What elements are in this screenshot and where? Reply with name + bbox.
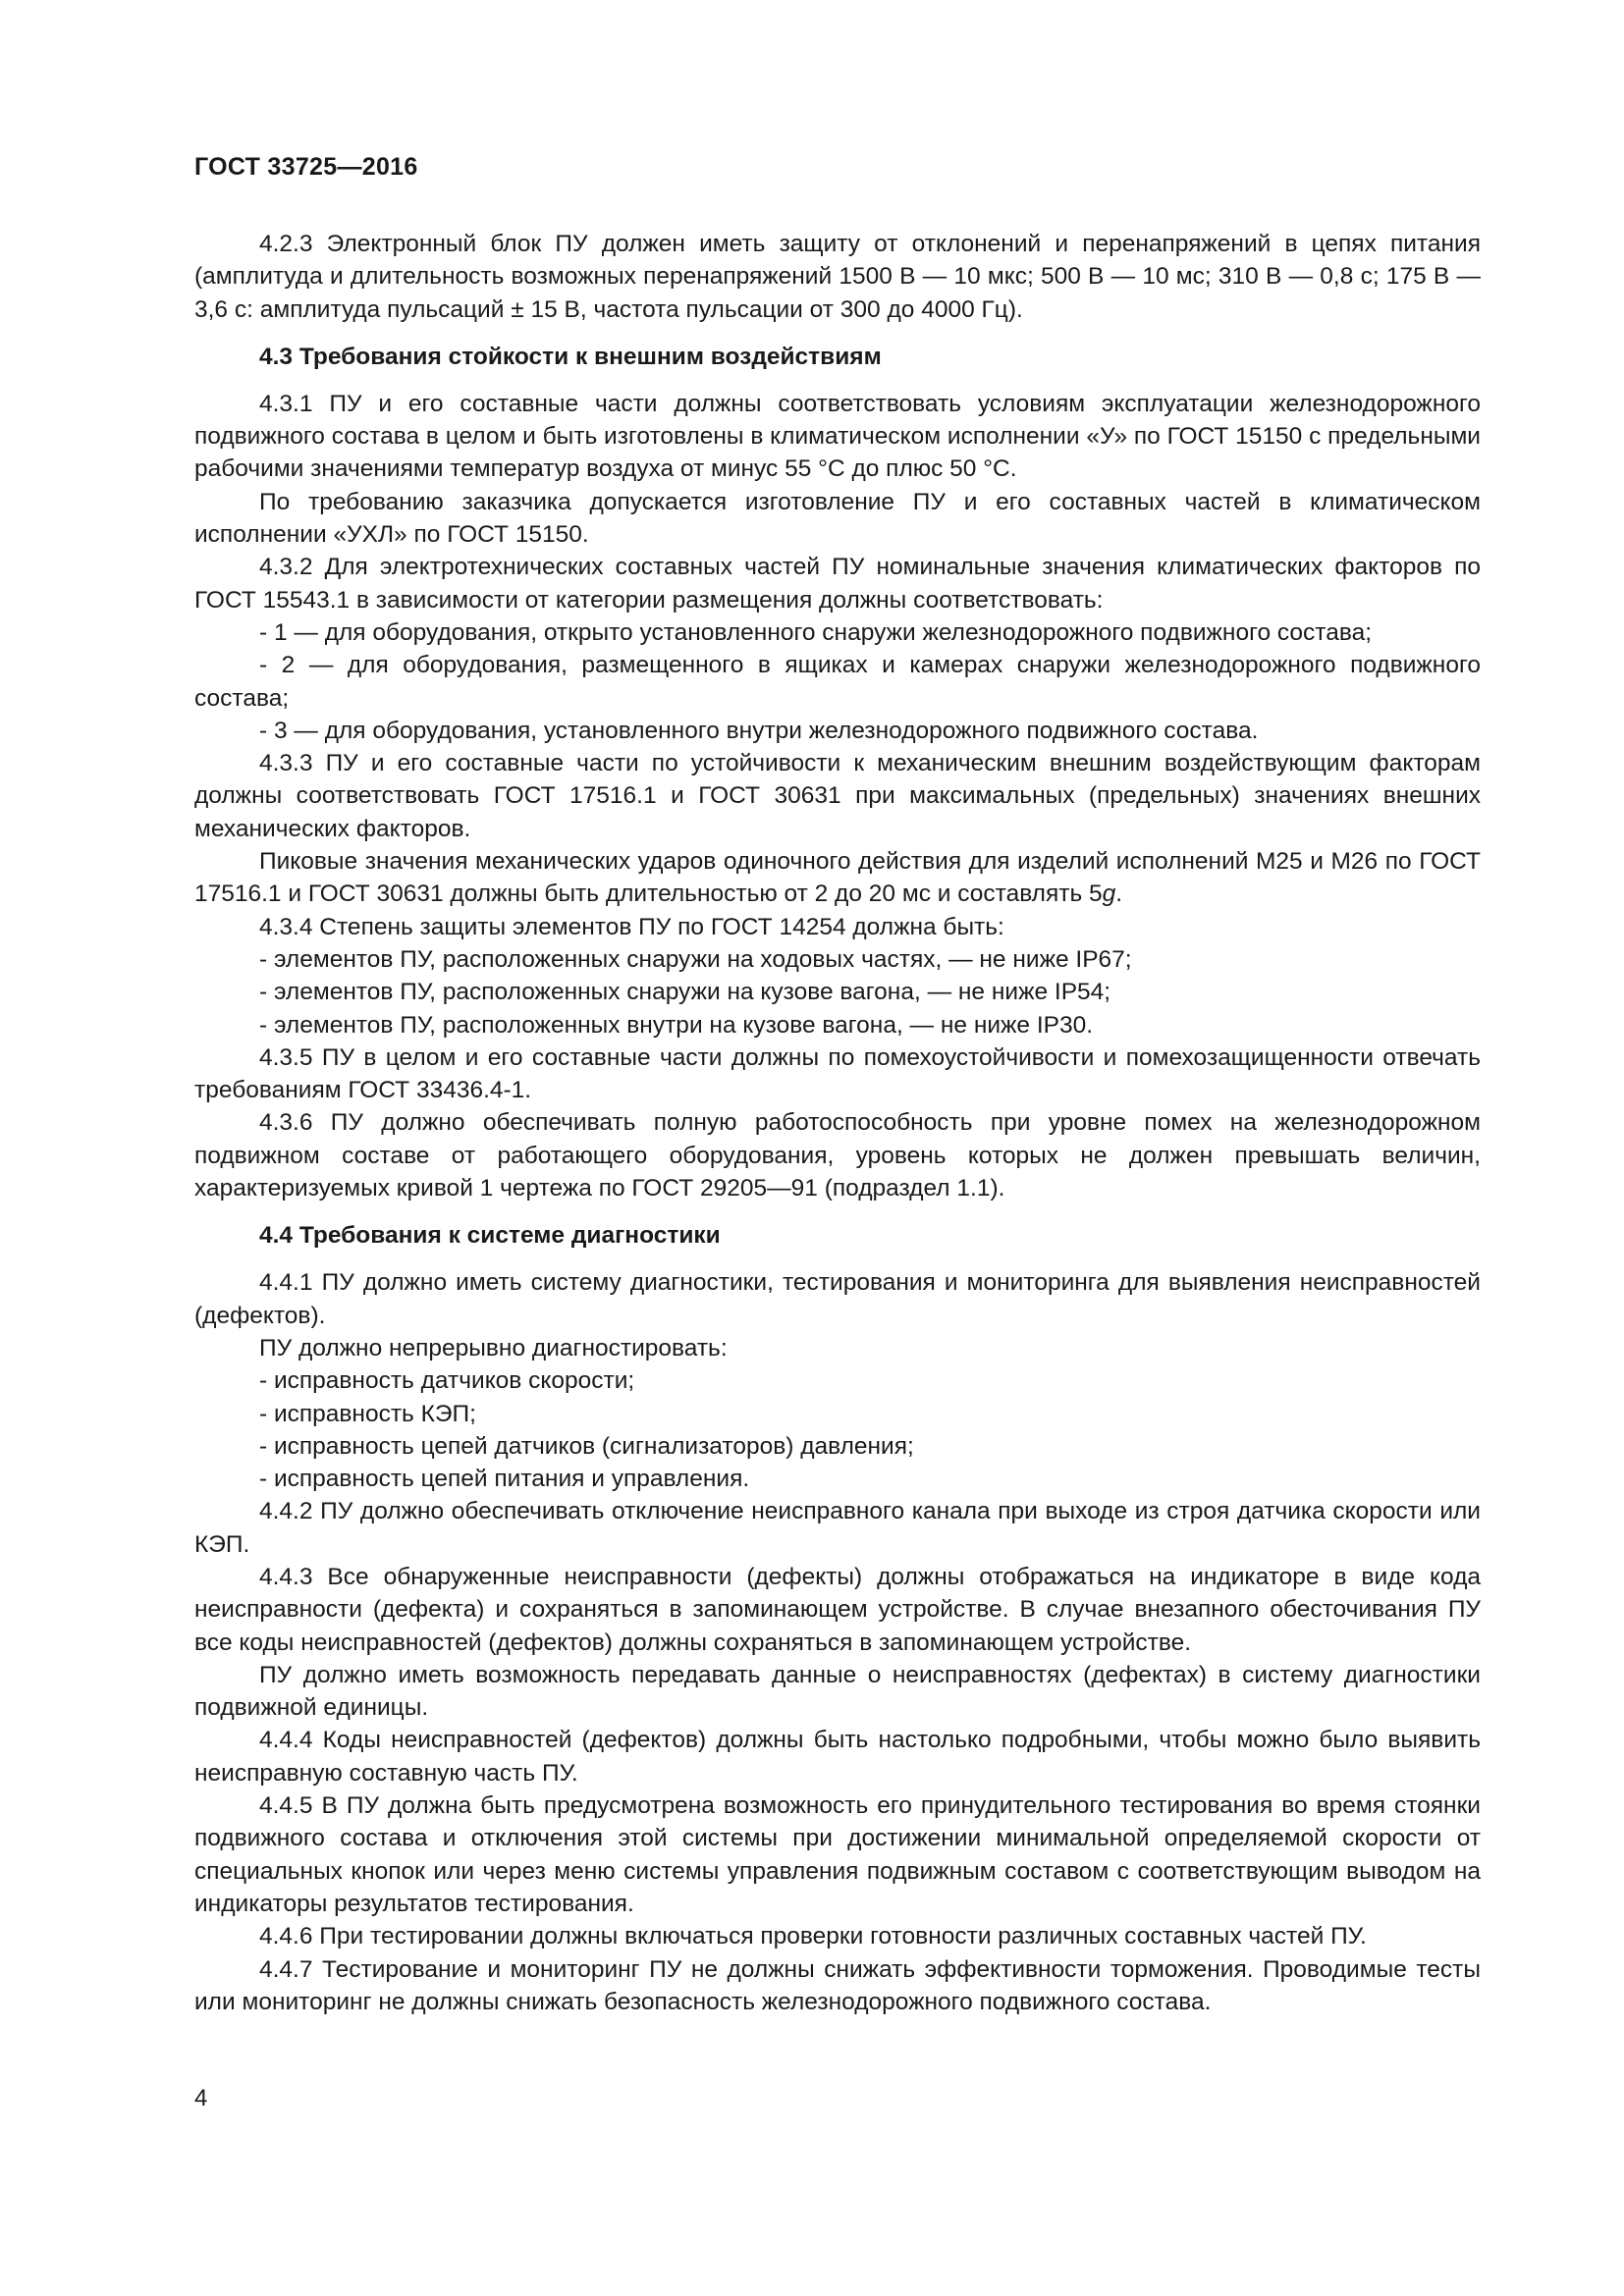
paragraph-4-3-5: 4.3.5 ПУ в целом и его составные части должны по помехоустойчивости и помехозащищенности отвечать требованиям ГОСТ 33436.4-1.: [194, 1043, 1481, 1104]
list-item-4-3-2-1: - 1 — для оборудования, открыто установленного снаружи железнодорожного подвижного состава;: [259, 618, 1373, 646]
list-item-4-4-1-3: - исправность цепей датчиков (сигнализаторов) давления;: [259, 1432, 914, 1460]
paragraph-4-4-4: 4.4.4 Коды неисправностей (дефектов) должны быть настолько подробными, чтобы можно было выявить неисправную составную часть ПУ.: [194, 1727, 1481, 1787]
paragraph-4-3-3-b-end: .: [1115, 881, 1123, 908]
paragraph-4-3-3-b-text: Пиковые значения механических ударов одиночного действия для изделий исполнений М25 и М26 по ГОСТ 17516.1 и ГОСТ 30631 должны быть длительностью от 2 до 20 мс и составлять 5: [194, 848, 1481, 908]
paragraph-4-4-3: 4.4.3 Все обнаруженные неисправности (дефекты) должны отображаться на индикаторе в виде кода неисправности (дефекта) и сохраняться в запоминающем устройстве. В случае внезапного обесточивания ПУ все коды неисправностей (дефектов) должны сохраняться в запоминающем устройстве.: [194, 1563, 1481, 1656]
paragraph-4-2-3: 4.2.3 Электронный блок ПУ должен иметь защиту от отклонений и перенапряжений в цепях питания (амплитуда и длительность возможных перенапряжений 1500 В — 10 мкс; 500 В — 10 мс; 310 В — 0,8 с; 175 В — 3,6 с: амплитуда пульсаций ± 15 В, частота пульсации от 300 до 4000 Гц).: [194, 231, 1481, 323]
paragraph-4-3-2: 4.3.2 Для электротехнических составных частей ПУ номинальные значения климатических факторов по ГОСТ 15543.1 в зависимости от категории размещения должны соответствовать:: [194, 554, 1481, 614]
section-heading-4-4: 4.4 Требования к системе диагностики: [259, 1222, 721, 1250]
paragraph-4-4-1-b: ПУ должно непрерывно диагностировать:: [259, 1334, 728, 1362]
list-item-4-3-2-3: - 3 — для оборудования, установленного внутри железнодорожного подвижного состава.: [259, 717, 1259, 744]
paragraph-4-4-5: 4.4.5 В ПУ должна быть предусмотрена возможность его принудительного тестирования во время стоянки подвижного состава и отключения этой системы при достижении минимальной определяемой скорости от специальных кнопок или через меню системы управления подвижным составом с соответствующим выводом на индикаторы результатов тестирования.: [194, 1792, 1481, 1917]
list-item-4-3-4-1: - элементов ПУ, расположенных снаружи на ходовых частях, — не ниже IP67;: [259, 945, 1132, 973]
document-body: [194, 228, 1481, 2018]
paragraph-4-3-6: 4.3.6 ПУ должно обеспечивать полную работоспособность при уровне помех на железнодорожном подвижном составе от работающего оборудования, уровень которых не должен превышать величин, характеризуемых кривой 1 чертежа по ГОСТ 29205—91 (подраздел 1.1).: [194, 1109, 1481, 1202]
paragraph-4-4-6: 4.4.6 При тестировании должны включаться проверки готовности различных составных частей ПУ.: [259, 1923, 1367, 1950]
paragraph-4-4-7: 4.4.7 Тестирование и мониторинг ПУ не должны снижать эффективности торможения. Проводимые тесты или мониторинг не должны снижать безопасность железнодорожного подвижного состава.: [194, 1955, 1481, 2015]
document-header: ГОСТ 33725—2016: [194, 153, 418, 181]
list-item-4-4-1-4: - исправность цепей питания и управления.: [259, 1466, 750, 1493]
list-item-4-4-1-1: - исправность датчиков скорости;: [259, 1367, 635, 1395]
paragraph-4-4-3-b: ПУ должно иметь возможность передавать данные о неисправностях (дефектах) в систему диагностики подвижной единицы.: [194, 1661, 1481, 1722]
section-heading-4-3: 4.3 Требования стойкости к внешним воздействиям: [259, 343, 882, 370]
page-number: 4: [194, 2085, 208, 2111]
paragraph-4-4-2: 4.4.2 ПУ должно обеспечивать отключение неисправного канала при выходе из строя датчика скорости или КЭП.: [194, 1498, 1481, 1558]
list-item-4-3-4-3: - элементов ПУ, расположенных внутри на кузове вагона, — не ниже IP30.: [259, 1011, 1094, 1039]
paragraph-4-3-1: 4.3.1 ПУ и его составные части должны соответствовать условиям эксплуатации железнодорожного подвижного состава в целом и быть изготовлены в климатическом исполнении «У» по ГОСТ 15150 с предельными рабочими значениями температур воздуха от минус 55 °С до плюс 50 °С.: [194, 390, 1481, 483]
paragraph-4-3-4: 4.3.4 Степень защиты элементов ПУ по ГОСТ 14254 должна быть:: [259, 913, 1004, 940]
list-item-4-3-4-2: - элементов ПУ, расположенных снаружи на кузове вагона, — не ниже IP54;: [259, 979, 1111, 1006]
paragraph-4-3-1-b: По требованию заказчика допускается изготовление ПУ и его составных частей в климатическом исполнении «УХЛ» по ГОСТ 15150.: [194, 488, 1481, 549]
paragraph-4-3-3: 4.3.3 ПУ и его составные части по устойчивости к механическим внешним воздействующим факторам должны соответствовать ГОСТ 17516.1 и ГОСТ 30631 при максимальных (предельных) значениях внешних механических факторов.: [194, 750, 1481, 842]
paragraph-4-4-1: 4.4.1 ПУ должно иметь систему диагностики, тестирования и мониторинга для выявления неисправностей (дефектов).: [194, 1269, 1481, 1329]
list-item-4-3-2-2: - 2 — для оборудования, размещенного в ящиках и камерах снаружи железнодорожного подвижного состава;: [194, 652, 1481, 712]
list-item-4-4-1-2: - исправность КЭП;: [259, 1400, 476, 1427]
paragraph-4-3-3-b: [194, 845, 1481, 911]
g-unit: g: [1102, 881, 1116, 908]
